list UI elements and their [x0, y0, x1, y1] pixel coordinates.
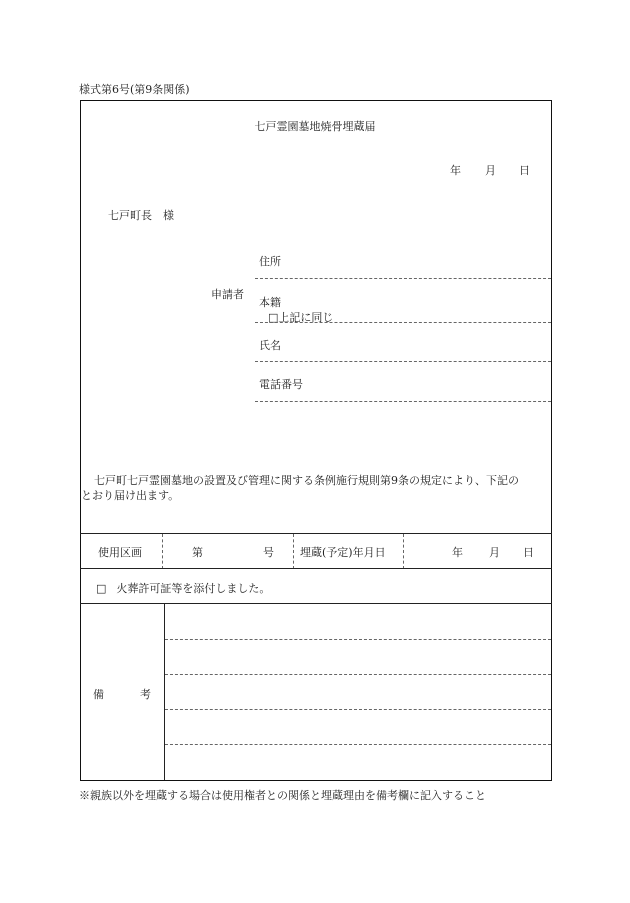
usage-row-top-border [80, 533, 552, 534]
remarks-line-1[interactable] [165, 639, 551, 640]
form-number-label: 様式第6号(第9条関係) [79, 83, 190, 96]
cremation-permit-text: 火葬許可証等を添付しました。 [116, 582, 271, 595]
phone-label: 電話番号 [259, 378, 303, 391]
date-year-label: 年 [450, 164, 461, 177]
remarks-line-4[interactable] [165, 744, 551, 745]
date-day-label: 日 [519, 164, 530, 177]
usage-divider-1 [162, 534, 163, 569]
checkbox-icon[interactable]: □ [96, 582, 107, 595]
usage-section-label: 使用区画 [98, 546, 142, 559]
remarks-line-3[interactable] [165, 709, 551, 710]
burial-month-label: 月 [489, 546, 500, 559]
remarks-top-border [80, 603, 552, 604]
burial-year-label: 年 [452, 546, 463, 559]
date-month-label: 月 [485, 164, 496, 177]
statement-line-1: 七戸町七戸霊園墓地の設置及び管理に関する条例施行規則第9条の規定により、下記の [94, 474, 519, 487]
remarks-line-2[interactable] [165, 674, 551, 675]
name-label: 氏名 [259, 339, 281, 352]
burial-date-label: 埋蔵(予定)年月日 [300, 546, 386, 559]
permit-row-top-border [80, 568, 552, 569]
same-as-above-label: 上記に同じ [278, 311, 334, 324]
address-label: 住所 [259, 255, 281, 268]
usage-dai-label: 第 [192, 546, 203, 559]
name-line[interactable] [255, 361, 551, 362]
usage-divider-2 [293, 534, 294, 569]
footer-note: ※親族以外を埋蔵する場合は使用権者との関係と埋蔵理由を備考欄に記入すること [79, 789, 486, 802]
form-frame [80, 100, 552, 781]
statement-line-2: とおり届け出ます。 [81, 489, 180, 502]
applicant-label: 申請者 [211, 288, 244, 301]
form-title: 七戸霊園墓地焼骨埋蔵届 [254, 120, 376, 133]
address-line[interactable] [255, 278, 551, 279]
remarks-divider [164, 603, 165, 780]
usage-gou-label: 号 [263, 546, 274, 559]
recipient: 七戸町長 様 [108, 209, 174, 222]
cremation-permit-option[interactable] [96, 580, 270, 596]
remarks-label-1: 備 [93, 688, 104, 701]
phone-line[interactable] [255, 401, 551, 402]
checkbox-icon[interactable]: □ [268, 311, 279, 324]
burial-day-label: 日 [523, 546, 534, 559]
honseki-label: 本籍 [259, 296, 281, 309]
usage-divider-3 [403, 534, 404, 569]
remarks-label-2: 考 [140, 688, 151, 701]
honseki-line[interactable] [255, 322, 551, 323]
